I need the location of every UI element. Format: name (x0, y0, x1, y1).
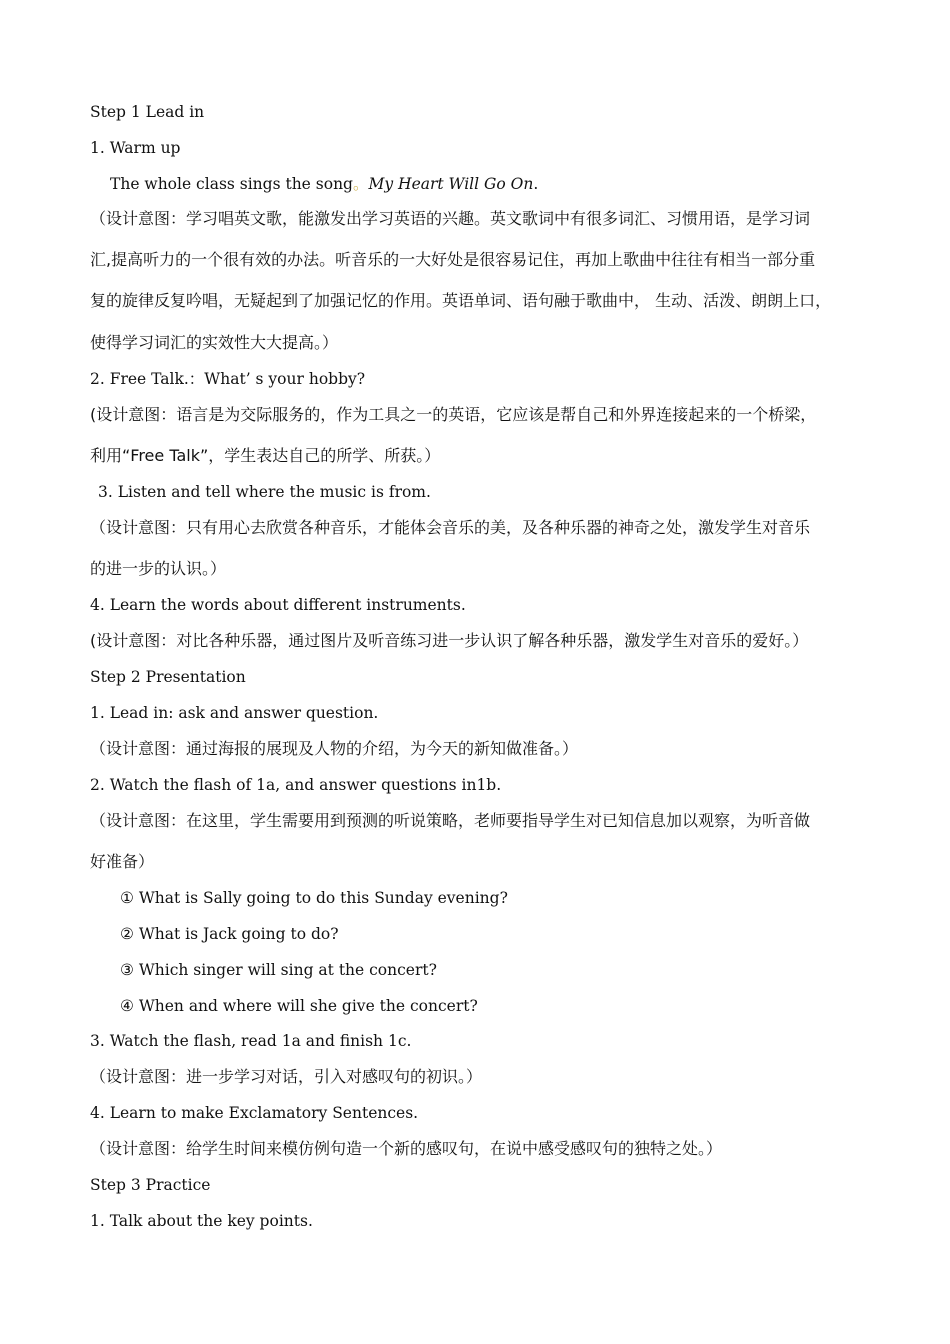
step2-intent2-line2: 好准备） (90, 852, 155, 871)
step1-intent1-line2: 汇,提高听力的一个很有效的办法。听音乐的一大好处是很容易记住，再加上歌曲中往往有相当一部分重 (90, 250, 816, 269)
step2-intent2-line1: （设计意图：在这里，学生需要用到预测的听说策略，老师要指导学生对已知信息加以观察，为听音做 (90, 811, 811, 830)
step1-intent1-line4: 使得学习词汇的实效性大大提高。） (90, 333, 339, 352)
step1-intent4: (设计意图：对比各种乐器，通过图片及听音练习进一步认识了解各种乐器，激发学生对音乐的爱好。） (90, 631, 809, 650)
step2-intent3: （设计意图：进一步学习对话，引入对感叹句的初识。） (90, 1067, 483, 1086)
step1-intent2-line2: 利用“Free Talk”，学生表达自己的所学、所获。） (90, 446, 441, 465)
step1-song-line (110, 174, 538, 194)
step1-intent3-line2: 的进一步的认识。） (90, 559, 227, 578)
step1-heading: Step 1 Lead in (90, 103, 205, 121)
step3-item1: 1. Talk about the key points. (90, 1212, 313, 1230)
step2-heading: Step 2 Presentation (90, 668, 246, 686)
step1-intent1-line1: （设计意图：学习唱英文歌，能激发出学习英语的兴趣。英文歌词中有很多词汇、习惯用语，是学习词 (90, 209, 811, 228)
step2-item2: 2. Watch the flash of 1a, and answer questions in1b. (90, 776, 502, 794)
song-separator: 。 (352, 175, 369, 193)
step2-item3: 3. Watch the flash, read 1a and finish 1c. (90, 1032, 412, 1050)
step2-item1: 1. Lead in: ask and answer question. (90, 704, 379, 722)
step2-question4: ④ When and where will she give the concert? (120, 997, 478, 1015)
step1-intent1-line3: 复的旋律反复吟唱，无疑起到了加强记忆的作用。英语单词、语句融于歌曲中， 生动、活泼、朗朗上口， (90, 291, 832, 310)
step2-intent4: （设计意图：给学生时间来模仿例句造一个新的感叹句，在说中感受感叹句的独特之处。） (90, 1139, 723, 1158)
step3-heading: Step 3 Practice (90, 1176, 211, 1194)
step2-question3: ③ Which singer will sing at the concert? (120, 961, 437, 979)
step2-question1: ① What is Sally going to do this Sunday evening? (120, 889, 508, 907)
step2-question2: ② What is Jack going to do? (120, 925, 339, 943)
step1-item2: 2. Free Talk.：What’ s your hobby? (90, 370, 366, 388)
step1-intent2-line1: (设计意图：语言是为交际服务的，作为工具之一的英语，它应该是帮自己和外界连接起来的一个桥梁， (90, 405, 817, 424)
step1-item3: 3. Listen and tell where the music is from. (98, 483, 431, 501)
step2-intent1: （设计意图：通过海报的展现及人物的介绍，为今天的新知做准备。） (90, 739, 579, 758)
song-title: My Heart Will Go On (368, 175, 534, 193)
step2-item4: 4. Learn to make Exclamatory Sentences. (90, 1104, 419, 1122)
song-end: . (533, 175, 539, 193)
step1-item1: 1. Warm up (90, 139, 181, 157)
song-prefix: The whole class sings the song (110, 175, 353, 193)
step1-intent3-line1: （设计意图：只有用心去欣赏各种音乐，才能体会音乐的美，及各种乐器的神奇之处，激发学生对音乐 (90, 518, 811, 537)
step1-item4: 4. Learn the words about different instruments. (90, 596, 466, 614)
